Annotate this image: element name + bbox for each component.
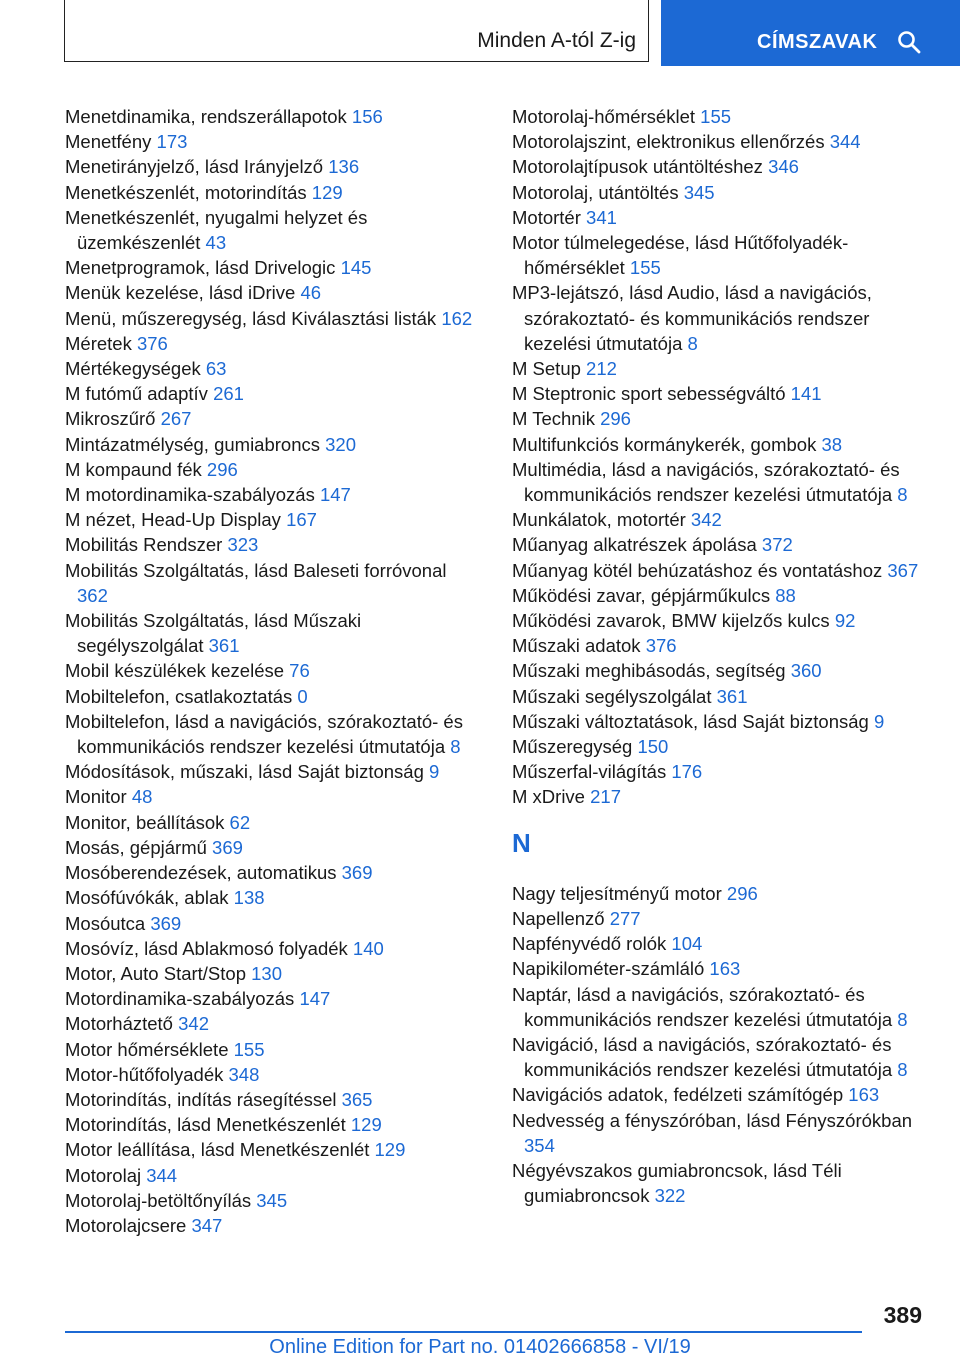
index-entry-text: Műszaki segélyszolgálat [512,685,712,707]
index-entry-page-link[interactable]: 342 [178,1013,209,1035]
index-entry-page-link[interactable]: 163 [848,1084,880,1106]
index-entry [65,759,480,784]
index-entry-page-link[interactable]: 369 [212,836,243,858]
index-entry-page-link[interactable]: 163 [709,958,741,980]
index-entry-page-link[interactable]: 162 [441,307,473,329]
index-column-right [512,104,927,1208]
index-entry-text: Méretek [65,332,132,354]
index-entry-page-link[interactable]: 296 [206,458,238,480]
index-entry-page-link[interactable]: 369 [341,862,373,884]
index-entry-page-link[interactable]: 38 [821,433,843,455]
index-tab[interactable] [64,0,649,62]
index-entry [65,1188,480,1213]
index-entry [512,906,927,931]
index-entry-page-link[interactable]: 322 [654,1185,686,1207]
index-entry-text: Mobilitás Rendszer [65,534,223,556]
index-entry-text: Négyévszakos gumiabroncsok, lásd Téli gumiabroncsok [512,1159,842,1207]
index-entry-page-link[interactable]: 341 [586,206,617,228]
index-entry [512,104,927,129]
index-entry-text: Motorolaj-betöltőnyílás [65,1189,252,1211]
index-entry [512,931,927,956]
section-letter: N [512,827,531,858]
index-entry-page-link[interactable]: 92 [834,610,856,632]
index-entry-page-link[interactable]: 46 [300,282,322,304]
index-entry [512,709,927,734]
index-entry-page-link[interactable]: 63 [205,358,227,380]
index-entry-page-link[interactable]: 361 [208,635,240,657]
index-entry-page-link[interactable]: 76 [289,660,310,682]
index-entry [512,406,927,431]
index-entry-text: Menetprogramok, lásd Drivelogic [65,257,336,279]
index-entry [512,432,927,457]
index-entry [65,1163,480,1188]
index-entry [65,911,480,936]
index-entry [65,532,480,557]
index-entry-page-link[interactable]: 8 [897,484,908,506]
index-entry-page-link[interactable]: 345 [256,1189,288,1211]
index-entry [65,885,480,910]
index-entry [65,1213,480,1238]
index-entry-text: Nagy teljesítményű motor [512,882,722,904]
index-entry-page-link[interactable]: 8 [450,736,461,758]
index-entry [512,881,927,906]
index-entry-text: Mintázatmélység, gumiabroncs [65,433,320,455]
index-entry-text: Motorolaj-hőmérséklet [512,106,696,127]
index-entry-page-link[interactable]: 62 [229,811,251,833]
index-entry-text: Menetkészenlét, motorindítás [65,181,307,203]
index-entry-text: Multifunkciós kormánykerék, gombok [512,433,817,455]
index-entry-page-link[interactable]: 348 [228,1063,260,1085]
index-entry [65,860,480,885]
index-entry [512,1158,927,1208]
index-entry-text: M motordinamika-szabályozás [65,484,315,506]
index-entry-text: M futómű adaptív [65,383,208,405]
index-entry-page-link[interactable]: 43 [205,232,227,254]
index-entry-text: Menetirányjelző, lásd Irányjelző [65,156,324,178]
index-entry-page-link[interactable]: 362 [77,584,108,606]
index-entry-page-link[interactable]: 360 [790,660,822,682]
index-entry [65,936,480,961]
index-entry-text: Motor-hűtőfolyadék [65,1063,224,1085]
index-entry-page-link[interactable]: 138 [233,887,265,909]
index-entry-page-link[interactable]: 376 [645,635,677,657]
index-entry [512,205,927,230]
index-entry-text: Műanyag alkatrészek ápolása [512,534,757,556]
index-entry-page-link[interactable]: 0 [297,685,308,707]
index-entry-text: Motorolajtípusok utántöltéshez [512,156,763,178]
index-entry [65,306,480,331]
index-entry [512,1032,927,1082]
index-entry [65,784,480,809]
index-entry [512,684,927,709]
index-entry-page-link[interactable]: 155 [629,257,661,279]
index-entry-text: Motordinamika-szabályozás [65,988,295,1010]
index-entry-page-link[interactable]: 155 [233,1038,265,1060]
index-entry-page-link[interactable]: 140 [352,937,384,959]
index-entry [65,1062,480,1087]
index-entry-text: Mobil készülékek kezelése [65,660,285,682]
index-entry-page-link[interactable]: 136 [328,156,360,178]
page-number: 389 [883,1302,922,1328]
index-entry [65,608,480,658]
index-entry [65,709,480,759]
index-entry-text: Működési zavarok, BMW kijelzős kulcs [512,610,830,632]
index-entry-text: Motortér [512,206,581,228]
index-entry [65,104,480,129]
index-entry [512,154,927,179]
index-entry [65,1087,480,1112]
index-entry-text: Mosóvíz, lásd Ablakmosó folyadék [65,937,348,959]
index-entry-text: Monitor [65,786,127,808]
index-entry-page-link[interactable]: 8 [897,1059,908,1081]
index-entry-text: Motorindítás, lásd Menetkészenlét [65,1114,346,1136]
index-entry-page-link[interactable]: 156 [351,106,383,127]
index-entry-text: Motorolaj, utántöltés [512,181,679,203]
index-entry [512,583,927,608]
index-entry [512,129,927,154]
index-entry-text: Monitor, beállítások [65,811,225,833]
index-entry-page-link[interactable]: 217 [590,786,621,808]
index-entry-page-link[interactable]: 344 [146,1164,178,1186]
index-entry-text: M nézet, Head-Up Display [65,509,281,531]
index-entry-page-link[interactable]: 173 [156,131,188,153]
index-entry-page-link[interactable]: 150 [637,736,669,758]
index-entry [512,658,927,683]
index-entry-page-link[interactable]: 369 [150,912,182,934]
index-entry-page-link[interactable]: 145 [340,257,372,279]
index-entry-page-link[interactable]: 277 [609,907,641,929]
index-entry-text: Motorháztető [65,1013,173,1035]
index-entry-text: Napellenző [512,907,605,929]
index-entry-text: Műanyag kötél behúzatáshoz és vontatáshoz [512,559,883,581]
index-entry-page-link[interactable]: 354 [524,1134,555,1156]
index-entry [65,684,480,709]
index-entry-page-link[interactable]: 365 [341,1088,373,1110]
index-entry-page-link[interactable]: 296 [726,882,758,904]
index-entry-text: Mobiltelefon, csatlakoztatás [65,685,293,707]
index-entry-text: Motorolajszint, elektronikus ellenőrzés [512,131,825,153]
index-entry-text: Motor leállítása, lásd Menetkészenlét [65,1139,370,1161]
index-entry-page-link[interactable]: 48 [131,786,153,808]
index-entry-text: Munkálatok, motortér [512,509,686,531]
index-entry-text: Menü, műszeregység, lásd Kiválasztási listák [65,307,437,329]
index-entry-page-link[interactable]: 155 [700,106,732,127]
index-entry-text: Navigáció, lásd a navigációs, szórakoztató- és kommunikációs rendszer kezelési útmutatója [512,1033,893,1081]
index-entry [65,457,480,482]
index-entry-page-link[interactable]: 376 [136,332,168,354]
index-entry-page-link[interactable]: 88 [775,584,796,606]
index-entry-page-link[interactable]: 323 [227,534,259,556]
index-entry [65,331,480,356]
index-entry [512,759,927,784]
index-entry-page-link[interactable]: 212 [586,358,617,380]
index-entry-text: Működési zavar, gépjárműkulcs [512,584,771,606]
index-entry-text: Menetkészenlét, nyugalmi helyzet és üzemkészenlét [65,206,368,254]
index-entry-page-link[interactable]: 176 [671,761,703,783]
index-entry [65,658,480,683]
index-entry-text: Motor túlmelegedése, lásd Hűtőfolyadék-hőmérséklet [512,232,849,279]
index-entry-text: Motorolaj [65,1164,142,1186]
index-entry-page-link[interactable]: 372 [761,534,793,556]
index-entry [65,356,480,381]
index-entry-text: Mobilitás Szolgáltatás, lásd Műszaki segélyszolgálat [65,610,362,657]
index-entry [65,1037,480,1062]
index-entry-text: Mosóutca [65,912,146,934]
index-entry-text: Műszeregység [512,736,633,758]
index-entry [512,558,927,583]
index-entry [65,180,480,205]
index-entry [512,982,927,1032]
index-entry-page-link[interactable]: 261 [213,383,244,405]
index-entry-text: Menetfény [65,131,152,153]
index-entry-page-link[interactable]: 361 [716,685,748,707]
index-entry-text: Navigációs adatok, fedélzeti számítógép [512,1084,844,1106]
index-entry [512,230,927,280]
index-entry-text: Mosófúvókák, ablak [65,887,229,909]
index-entry [65,507,480,532]
index-entry [65,205,480,255]
index-entry [65,986,480,1011]
index-entry-text: Módosítások, műszaki, lásd Saját biztonság [65,761,424,783]
index-entry [512,280,927,356]
index-entry-text: Motorolajcsere [65,1214,187,1236]
index-entry-text: Mosás, gépjármű [65,836,207,858]
footer-divider [65,1331,862,1333]
index-entry-page-link[interactable]: 320 [325,433,357,455]
index-entry-page-link[interactable]: 130 [251,962,283,984]
index-entry-text: Műszaki meghibásodás, segítség [512,660,786,682]
index-entry-page-link[interactable]: 129 [311,181,343,203]
index-entry-text: M Technik [512,408,595,430]
index-entry-text: Mosóberendezések, automatikus [65,862,337,884]
index-entry-page-link[interactable]: 129 [374,1139,406,1161]
index-entry [512,381,927,406]
index-entry-text: Nedvesség a fényszóróban, lásd Fényszórókban [512,1109,913,1131]
index-entry-text: Motor hőmérséklete [65,1038,229,1060]
index-entry [65,961,480,986]
index-entry [65,1112,480,1137]
index-entry-page-link[interactable]: 104 [671,933,703,955]
index-entry-page-link[interactable]: 8 [897,1008,908,1030]
index-entry-page-link[interactable]: 9 [873,710,885,732]
index-entry-text: Műszaki változtatások, lásd Saját biztonság [512,710,869,732]
index-entry-text: Motor, Auto Start/Stop [65,962,246,984]
footer-edition: Online Edition for Part no. 01402666858 - VI/19 [269,1336,691,1358]
index-entry [512,356,927,381]
index-entry-page-link[interactable]: 344 [829,131,861,153]
index-entry [512,1108,927,1158]
index-entry [65,558,480,608]
index-entry [65,432,480,457]
index-entry [512,507,927,532]
index-entry-text: Műszaki adatok [512,635,641,657]
index-entry-page-link[interactable]: 342 [690,509,722,531]
index-entry-page-link[interactable]: 296 [600,408,631,430]
keyword-tab[interactable] [661,0,960,66]
index-entry [65,406,480,431]
index-entry [65,255,480,280]
index-entry [512,633,927,658]
index-entry-text: Multimédia, lásd a navigációs, szórakoztató- és kommunikációs rendszer kezelési útmutatója [512,458,900,506]
index-entry-page-link[interactable]: 267 [160,408,192,430]
index-entry [512,1082,927,1107]
index-column-left [65,104,480,1238]
index-entry-text: Mikroszűrő [65,408,156,430]
index-entry-page-link[interactable]: 167 [286,509,317,531]
index-entry-page-link[interactable]: 345 [683,181,715,203]
index-entry [65,835,480,860]
index-entry-text: Napfényvédő rolók [512,933,667,955]
search-icon [897,30,921,54]
index-entry [65,280,480,305]
index-entry-page-link[interactable]: 147 [319,484,351,506]
index-entry [65,154,480,179]
index-entry-page-link[interactable]: 9 [429,761,440,783]
index-entry-page-link[interactable]: 129 [350,1114,382,1136]
index-entry-text: Mobilitás Szolgáltatás, lásd Baleseti forróvonal [65,559,447,581]
index-entry-text: Menetdinamika, rendszerállapotok [65,106,347,127]
index-entry-page-link[interactable]: 8 [687,332,698,354]
index-entry [512,608,927,633]
index-entry-text: M Steptronic sport sebességváltó [512,383,786,405]
index-entry [512,784,927,809]
index-entry-text: Műszerfal-világítás [512,761,667,783]
index-entry-text: Menük kezelése, lásd iDrive [65,282,296,304]
index-entry-page-link[interactable]: 347 [191,1214,223,1236]
index-entry-text: MP3-lejátszó, lásd Audio, lásd a navigációs, szórakoztató- és kommunikációs rendszer kezelési útmutatója [512,282,872,354]
index-entry-page-link[interactable]: 141 [790,383,822,405]
index-entry-page-link[interactable]: 147 [299,988,331,1010]
index-entry-text: M kompaund fék [65,458,202,480]
index-entry [65,1011,480,1036]
index-entry [65,810,480,835]
index-entry-page-link[interactable]: 346 [768,156,799,178]
index-entry-text: Motorindítás, indítás rásegítéssel [65,1088,337,1110]
index-entry [512,956,927,981]
index-entry [65,129,480,154]
index-entry-text: M Setup [512,358,581,380]
index-entry-text: Mobiltelefon, lásd a navigációs, szórakoztató- és kommunikációs rendszer kezelési útmutatója [65,710,463,758]
index-entry [65,381,480,406]
index-entry [512,457,927,507]
index-entry [65,1137,480,1162]
index-entry-text: Mértékegységek [65,358,201,380]
index-tab-label: Minden A-tól Z-ig [477,29,636,52]
index-entry-page-link[interactable]: 367 [887,559,919,581]
index-entry [65,482,480,507]
index-entry-text: M xDrive [512,786,585,808]
index-entry-text: Naptár, lásd a navigációs, szórakoztató- és kommunikációs rendszer kezelési útmutatója [512,983,893,1030]
index-entry-text: Napikilométer-számláló [512,958,705,980]
index-entry [512,532,927,557]
index-entry [512,734,927,759]
index-entry [512,180,927,205]
keyword-tab-label: CÍMSZAVAK [757,31,878,53]
